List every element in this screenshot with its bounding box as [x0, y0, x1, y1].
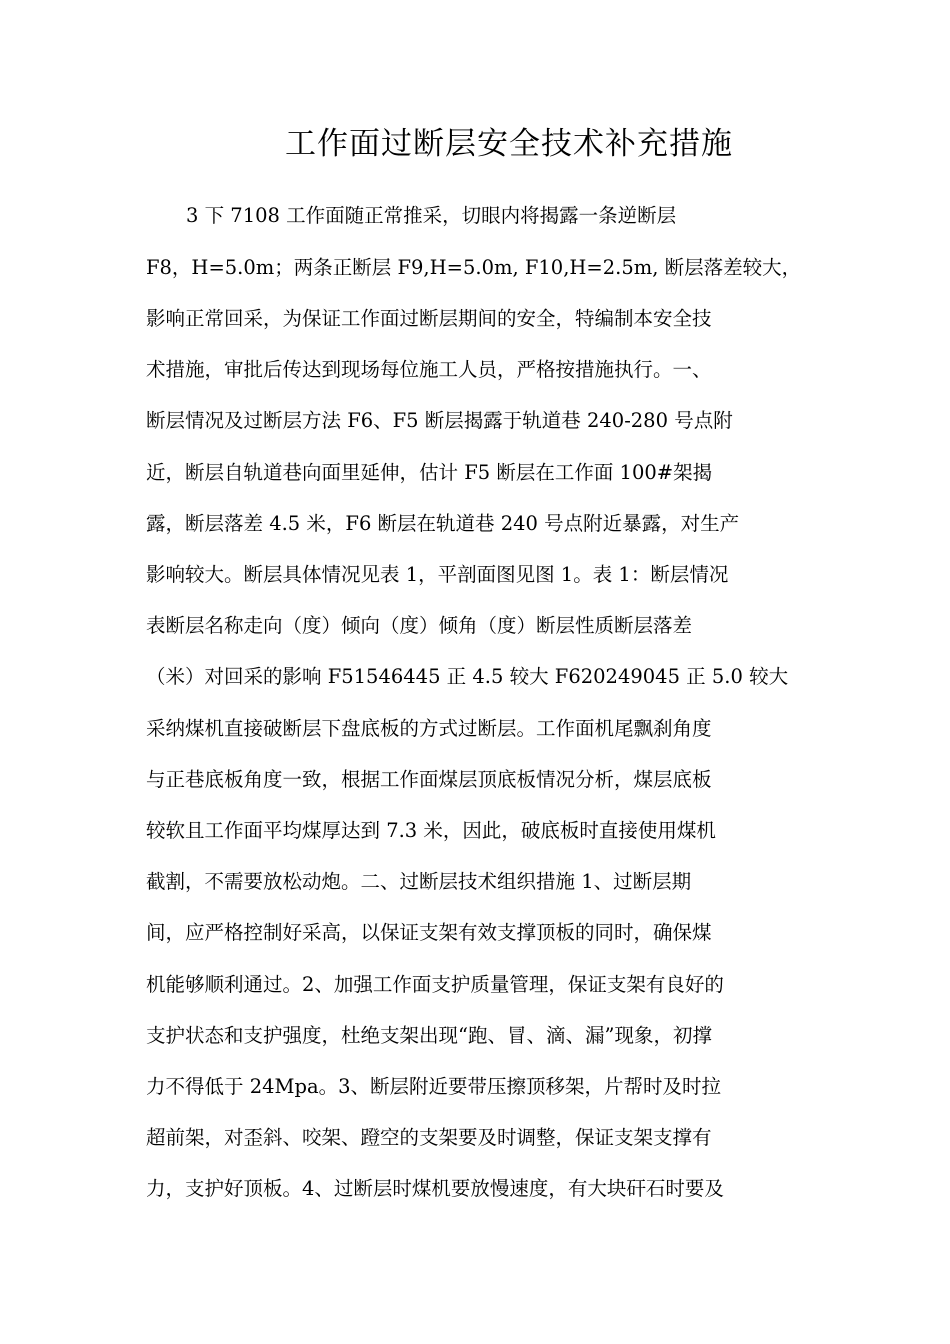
body-line: 机能够顺利通过。2、加强工作面支护质量管理，保证支架有良好的 — [146, 973, 724, 996]
body-line: （米）对回采的影响 F51546445 正 4.5 较大 F620249045 正 5.0 较大 — [146, 665, 789, 688]
body-line: 截割，不需要放松动炮。二、过断层技术组织措施 1、过断层期 — [146, 870, 692, 893]
body-line: 3 下 7108 工作面随正常推采，切眼内将揭露一条逆断层 — [186, 204, 677, 227]
body-line: F8，H=5.0m；两条正断层 F9,H=5.0m, F10,H=2.5m, 断层落差较大， — [146, 256, 802, 279]
body-line: 露，断层落差 4.5 米，F6 断层在轨道巷 240 号点附近暴露，对生产 — [146, 512, 740, 535]
body-line: 间，应严格控制好采高，以保证支架有效支撑顶板的同时，确保煤 — [146, 921, 712, 944]
body-line: 较软且工作面平均煤厚达到 7.3 米，因此，破底板时直接使用煤机 — [146, 819, 716, 842]
body-line: 与正巷底板角度一致，根据工作面煤层顶底板情况分析，煤层底板 — [146, 768, 712, 791]
body-line: 断层情况及过断层方法 F6、F5 断层揭露于轨道巷 240-280 号点附 — [146, 409, 733, 432]
body-line: 超前架，对歪斜、咬架、蹬空的支架要及时调整，保证支架支撑有 — [146, 1126, 712, 1149]
body-line: 影响较大。断层具体情况见表 1，平剖面图见图 1。表 1：断层情况 — [146, 563, 729, 586]
body-line: 力，支护好顶板。4、过断层时煤机要放慢速度，有大块矸石时要及 — [146, 1177, 724, 1200]
body-line: 支护状态和支护强度，杜绝支架出现“跑、冒、滴、漏”现象，初撑 — [146, 1024, 712, 1047]
document-title: 工作面过断层安全技术补充措施 — [285, 126, 733, 162]
body-line: 影响正常回采，为保证工作面过断层期间的安全，特编制本安全技 — [146, 307, 712, 330]
body-line: 表断层名称走向（度）倾向（度）倾角（度）断层性质断层落差 — [146, 614, 693, 637]
body-line: 力不得低于 24Mpa。3、断层附近要带压擦顶移架，片帮时及时拉 — [146, 1075, 721, 1098]
body-line: 采纳煤机直接破断层下盘底板的方式过断层。工作面机尾飘刹角度 — [146, 717, 712, 740]
body-line: 近，断层自轨道巷向面里延伸，估计 F5 断层在工作面 100#架揭 — [146, 461, 713, 484]
body-line: 术措施，审批后传达到现场每位施工人员，严格按措施执行。一、 — [146, 358, 712, 381]
